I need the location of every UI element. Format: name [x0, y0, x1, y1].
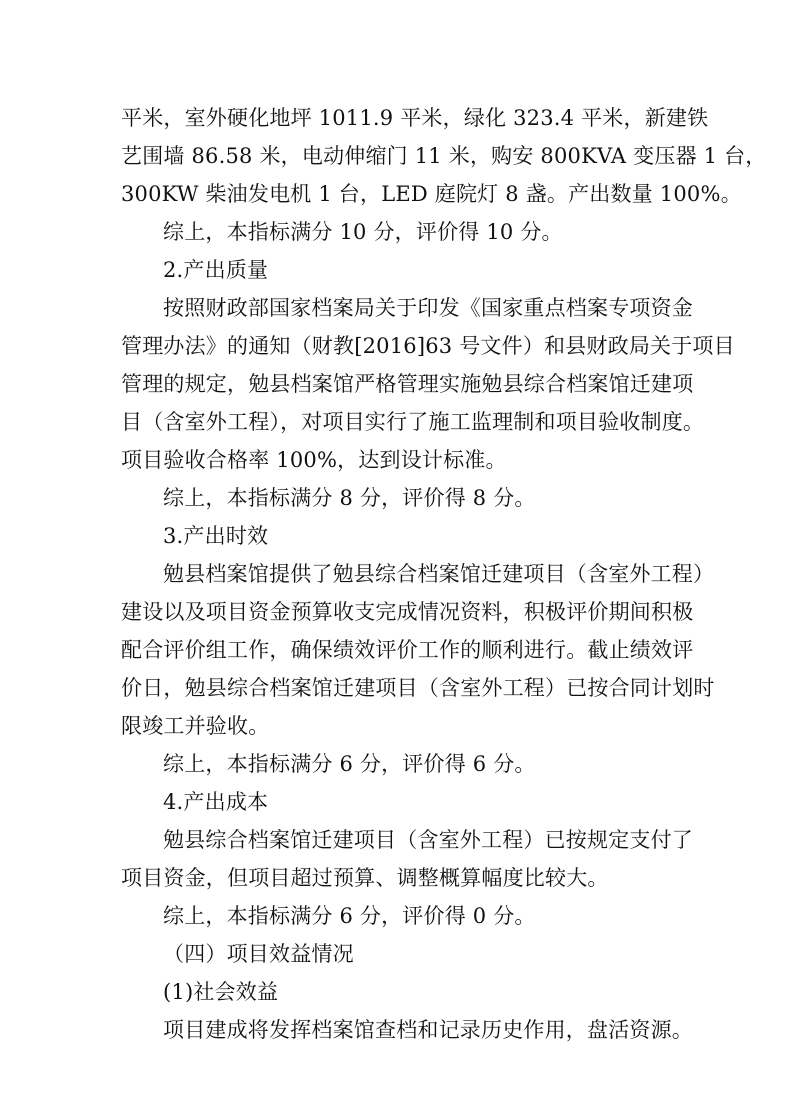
text-line: 目（含室外工程），对项目实行了施工监理制和项目验收制度。	[121, 410, 705, 434]
text-line: 建设以及项目资金预算收支完成情况资料，积极评价期间积极	[121, 600, 694, 624]
text-line: 按照财政部国家档案局关于印发《国家重点档案专项资金	[163, 296, 693, 320]
text-line: 项目资金，但项目超过预算、调整概算幅度比较大。	[121, 866, 609, 890]
text-line: 项目验收合格率 100%，达到设计标准。	[121, 448, 507, 472]
text-line: 限竣工并验收。	[121, 714, 270, 738]
section-heading: 4.产出成本	[163, 790, 269, 814]
subsection-heading: (1)社会效益	[163, 980, 279, 1004]
paragraph-summary: 综上，本指标满分 8 分，评价得 8 分。	[163, 486, 536, 510]
paragraph-summary: 综上，本指标满分 6 分，评价得 0 分。	[163, 904, 536, 928]
paragraph-summary: 综上，本指标满分 6 分，评价得 6 分。	[163, 752, 536, 776]
text-line: 勉县综合档案馆迁建项目（含室外工程）已按规定支付了	[163, 828, 693, 852]
section-heading: 2.产出质量	[163, 258, 269, 282]
text-line: 勉县档案馆提供了勉县综合档案馆迁建项目（含室外工程）	[163, 562, 715, 586]
section-heading: 3.产出时效	[163, 524, 269, 548]
text-line: 项目建成将发挥档案馆查档和记录历史作用，盘活资源。	[163, 1018, 693, 1042]
paragraph-summary: 综上，本指标满分 10 分，评价得 10 分。	[163, 220, 563, 244]
text-line: 300KW 柴油发电机 1 台，LED 庭院灯 8 盏。产出数量 100%。	[121, 182, 742, 206]
text-line: 平米，室外硬化地坪 1011.9 平米，绿化 323.4 平米，新建铁	[121, 106, 709, 130]
text-line: 艺围墙 86.58 米，电动伸缩门 11 米，购安 800KVA 变压器 1 台，	[121, 144, 767, 168]
text-line: 配合评价组工作，确保绩效评价工作的顺利进行。截止绩效评	[121, 638, 694, 662]
text-line: 管理办法》的通知（财教[2016]63 号文件）和县财政局关于项目	[121, 334, 735, 358]
text-line: 管理的规定，勉县档案馆严格管理实施勉县综合档案馆迁建项	[121, 372, 694, 396]
text-line: 价日，勉县综合档案馆迁建项目（含室外工程）已按合同计划时	[121, 676, 715, 700]
section-heading: （四）项目效益情况	[163, 942, 354, 966]
